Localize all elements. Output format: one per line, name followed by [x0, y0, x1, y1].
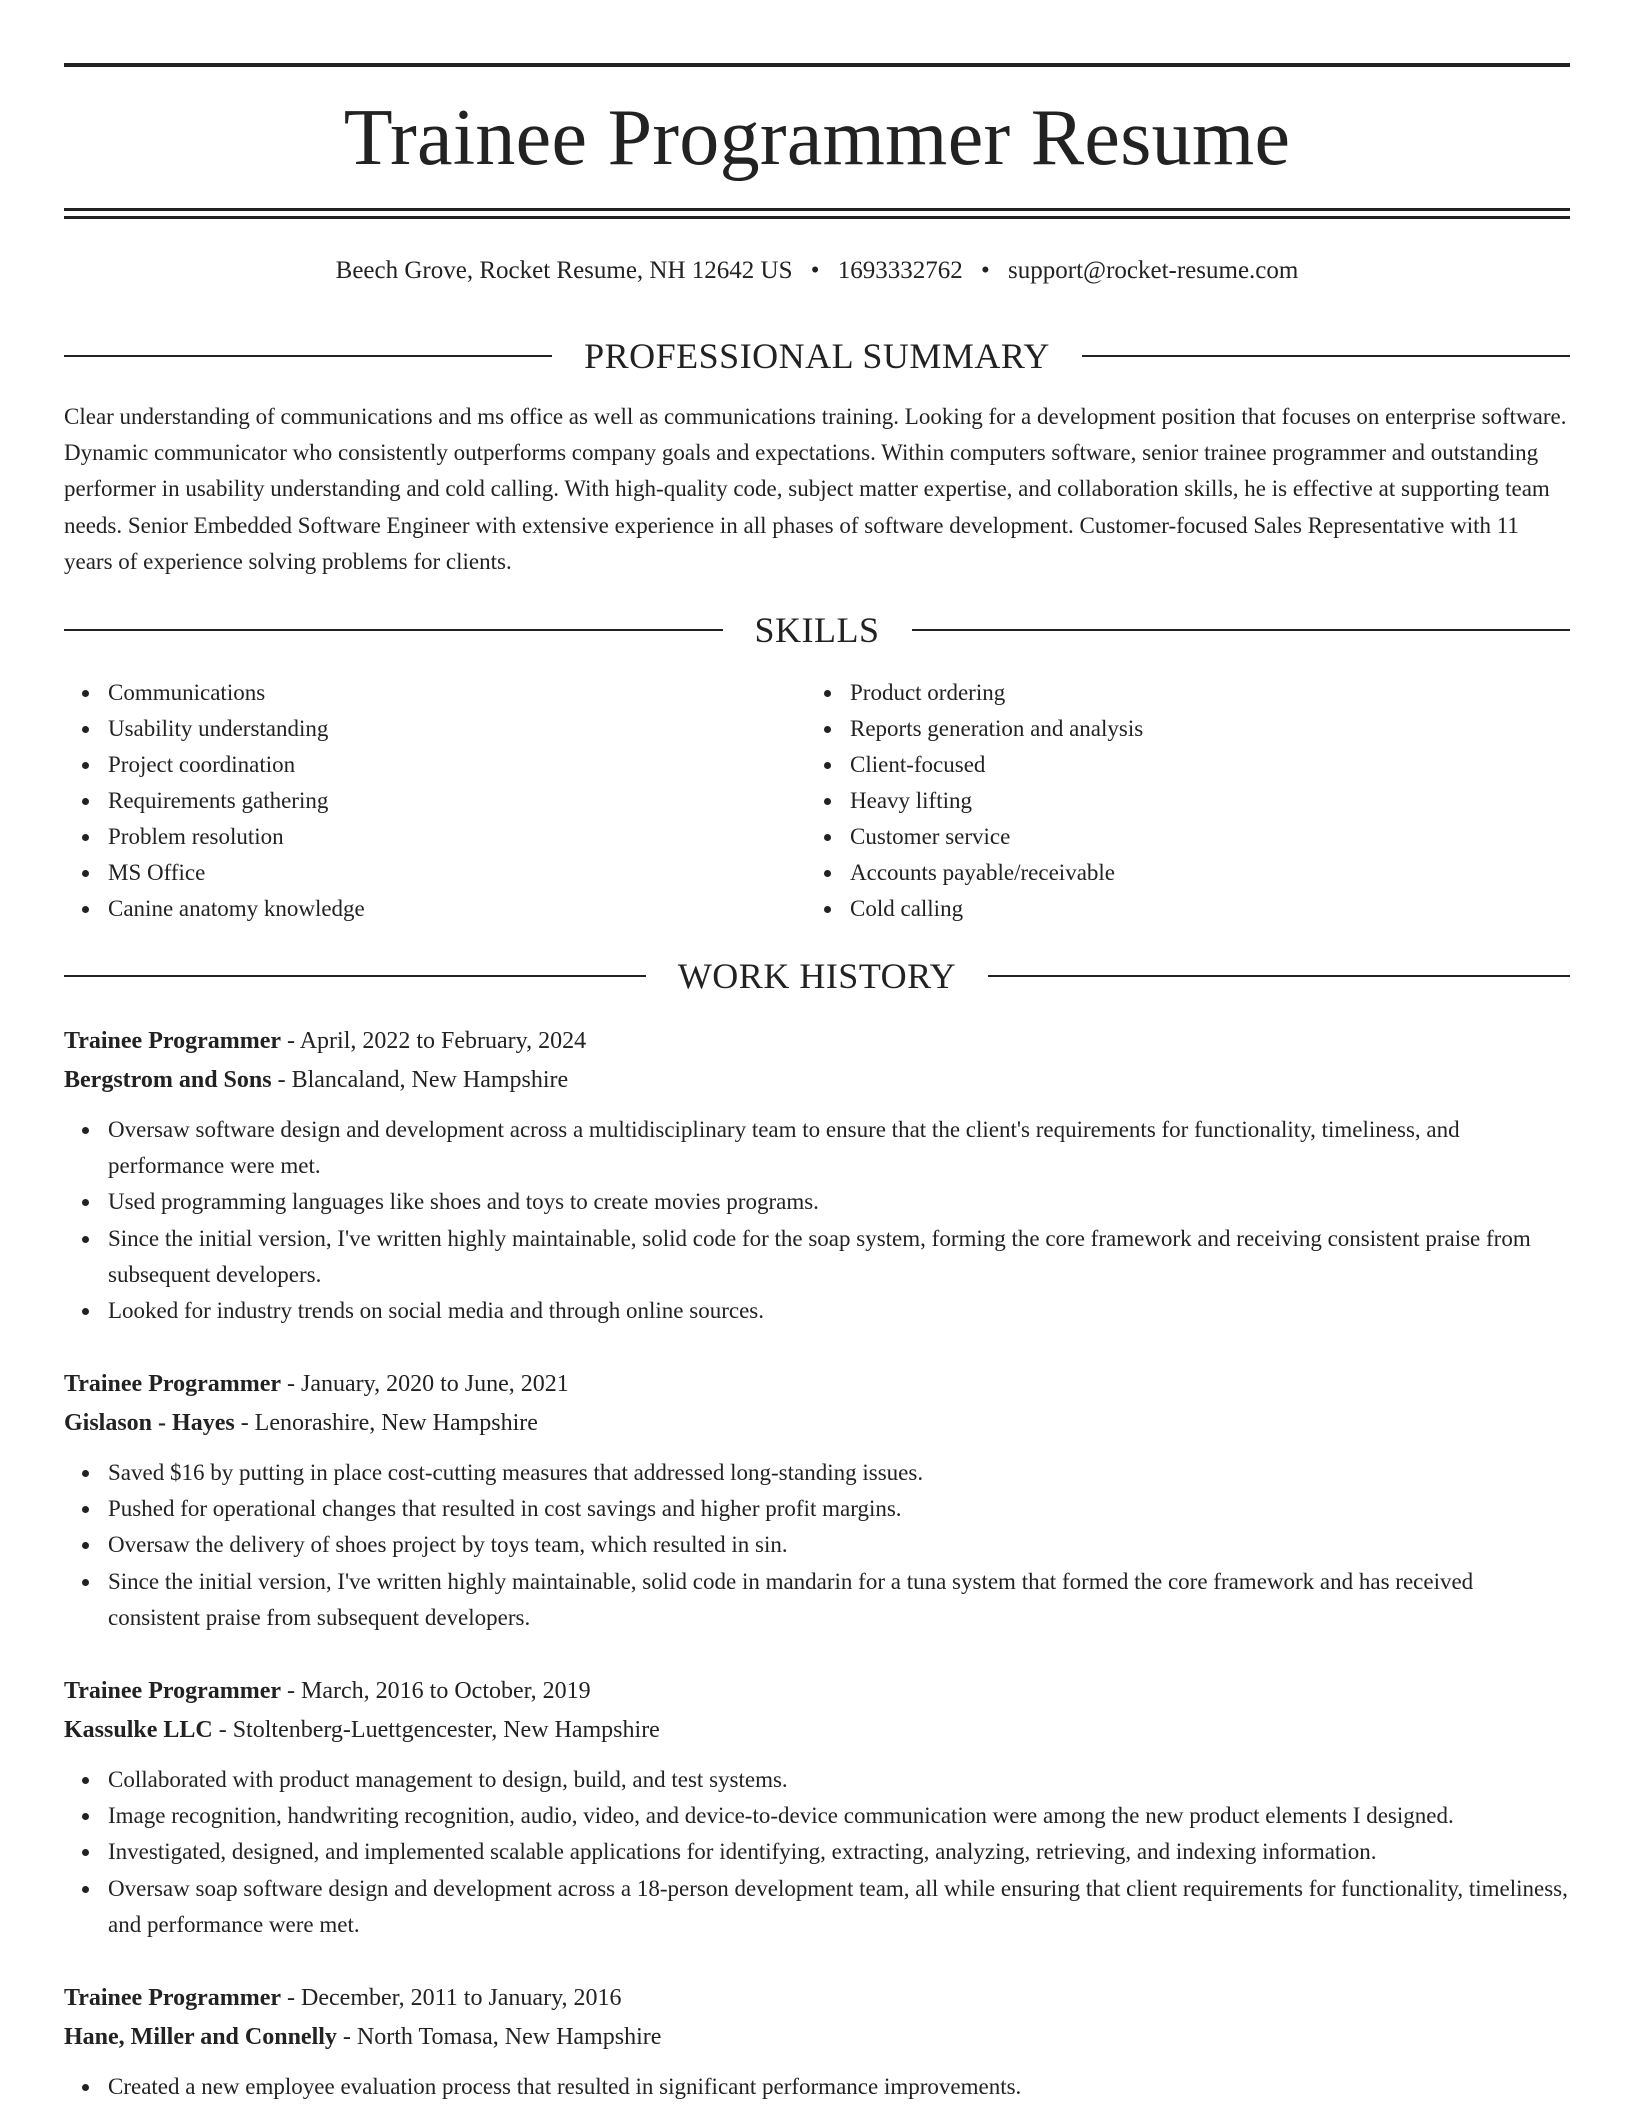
- job-bullets: [64, 1112, 1570, 1329]
- job-bullets: [64, 1455, 1570, 1636]
- job-title-line: [64, 1979, 1570, 2018]
- job-location: - Blancaland, New Hampshire: [271, 1067, 569, 1093]
- job-bullets: [64, 2069, 1570, 2105]
- job-dates: - January, 2020 to June, 2021: [281, 1371, 569, 1397]
- heading-rule: [912, 629, 1571, 631]
- job-bullet: Saved $16 by putting in place cost-cutting measures that addressed long-standing issues.: [108, 1455, 1570, 1491]
- job-company-line: [64, 1061, 1570, 1100]
- skill-item: Canine anatomy knowledge: [108, 891, 365, 927]
- job-location: - Lenorashire, New Hampshire: [234, 1410, 538, 1436]
- job-company-line: [64, 1404, 1570, 1443]
- job-company: Hane, Miller and Connelly: [64, 2024, 337, 2050]
- job-bullet: Investigated, designed, and implemented scalable applications for identifying, extracting, analyzing, retrieving, and indexing information.: [108, 1834, 1570, 1870]
- summary-text: Clear understanding of communications and ms office as well as communications training. Looking for a development position that focuses on enterprise software. Dynamic communicator who consistently outperforms company goals and expectations. Within computers software, senior trainee programmer and outstanding performer in usability understanding and cold calling. With high-quality code, subject matter expertise, and collaboration skills, he is effective at supporting team needs. Senior Embedded Software Engineer with extensive experience in all phases of software development. Customer-focused Sales Representative with 11 years of experience solving problems for clients.: [64, 404, 1567, 574]
- job-location: - Stoltenberg-Luettgencester, New Hampshire: [212, 1717, 660, 1743]
- contact-phone: 1693332762: [837, 257, 963, 284]
- contact-email: support@rocket-resume.com: [1008, 257, 1299, 284]
- job-title-line: [64, 1365, 1570, 1404]
- header-top-rule: [64, 63, 1570, 67]
- job-entry: [64, 1979, 1570, 2105]
- heading-rule: [988, 975, 1570, 977]
- section-heading-work: [64, 954, 1570, 998]
- job-location: - North Tomasa, New Hampshire: [336, 2024, 662, 2050]
- section-heading-summary: [64, 334, 1570, 378]
- heading-rule: [64, 629, 723, 631]
- job-bullet: Looked for industry trends on social media and through online sources.: [108, 1293, 1570, 1329]
- skill-item: Cold calling: [850, 891, 1143, 927]
- skills-list-right: [806, 675, 1143, 927]
- section-title: PROFESSIONAL SUMMARY: [584, 336, 1050, 376]
- job-bullet: Since the initial version, I've written highly maintainable, solid code in mandarin for a tuna system that formed the core framework and has received consistent praise from subsequent developers.: [108, 1564, 1570, 1636]
- section-heading-skills: [64, 608, 1570, 652]
- skill-item: Project coordination: [108, 747, 365, 783]
- job-bullet: Pushed for operational changes that resulted in cost savings and higher profit margins.: [108, 1491, 1570, 1527]
- job-dates: - April, 2022 to February, 2024: [281, 1028, 587, 1054]
- contact-address: Beech Grove, Rocket Resume, NH 12642 US: [335, 257, 793, 284]
- skill-item: Client-focused: [850, 747, 1143, 783]
- contact-separator: •: [981, 257, 990, 284]
- job-company: Gislason - Hayes: [64, 1410, 235, 1436]
- job-dates: - March, 2016 to October, 2019: [281, 1678, 591, 1704]
- skill-item: Product ordering: [850, 675, 1143, 711]
- job-bullet: Oversaw the delivery of shoes project by toys team, which resulted in sin.: [108, 1527, 1570, 1563]
- job-title-line: [64, 1022, 1570, 1061]
- skill-item: Customer service: [850, 819, 1143, 855]
- job-entry: [64, 1022, 1570, 1329]
- job-title: Trainee Programmer: [64, 1371, 282, 1397]
- heading-rule: [64, 355, 552, 357]
- contact-line: [64, 254, 1570, 288]
- job-company-line: [64, 1711, 1570, 1750]
- job-bullet: Image recognition, handwriting recognition, audio, video, and device-to-device communication were among the new product elements I designed.: [108, 1798, 1570, 1834]
- job-bullet: Oversaw soap software design and development across a 18-person development team, all while ensuring that client requirements for functionality, timeliness, and performance were met.: [108, 1871, 1570, 1943]
- job-company-line: [64, 2018, 1570, 2057]
- job-title: Trainee Programmer: [64, 1028, 282, 1054]
- skill-item: Communications: [108, 675, 365, 711]
- job-title: Trainee Programmer: [64, 1678, 282, 1704]
- job-company: Kassulke LLC: [64, 1717, 213, 1743]
- skills-list-left: [64, 675, 365, 927]
- skill-item: Heavy lifting: [850, 783, 1143, 819]
- skill-item: MS Office: [108, 855, 365, 891]
- header-bottom-rule-double: [64, 216, 1570, 219]
- job-dates: - December, 2011 to January, 2016: [281, 1985, 622, 2011]
- resume-title: Trainee Programmer Resume: [343, 94, 1291, 182]
- job-title-line: [64, 1672, 1570, 1711]
- job-bullet: Oversaw software design and development across a multidisciplinary team to ensure that the client's requirements for functionality, timeliness, and performance were met.: [108, 1112, 1570, 1184]
- contact-separator: •: [810, 257, 820, 284]
- job-title: Trainee Programmer: [64, 1985, 282, 2011]
- heading-rule: [1082, 355, 1570, 357]
- header-bottom-rule: [64, 208, 1570, 211]
- job-company: Bergstrom and Sons: [64, 1067, 272, 1093]
- job-bullet: Since the initial version, I've written highly maintainable, solid code for the soap system, forming the core framework and receiving consistent praise from subsequent developers.: [108, 1221, 1570, 1293]
- section-title: WORK HISTORY: [677, 956, 957, 996]
- skill-item: Accounts payable/receivable: [850, 855, 1143, 891]
- job-entry: [64, 1365, 1570, 1636]
- skill-item: Problem resolution: [108, 819, 365, 855]
- skill-item: Reports generation and analysis: [850, 711, 1143, 747]
- section-title: SKILLS: [754, 610, 880, 650]
- skill-item: Requirements gathering: [108, 783, 365, 819]
- heading-rule: [64, 975, 646, 977]
- job-bullet: Created a new employee evaluation process that resulted in significant performance improvements.: [108, 2069, 1570, 2105]
- skill-item: Usability understanding: [108, 711, 365, 747]
- job-bullet: Used programming languages like shoes and toys to create movies programs.: [108, 1184, 1570, 1220]
- job-entry: [64, 1672, 1570, 1943]
- job-bullets: [64, 1762, 1570, 1943]
- job-bullet: Collaborated with product management to design, build, and test systems.: [108, 1762, 1570, 1798]
